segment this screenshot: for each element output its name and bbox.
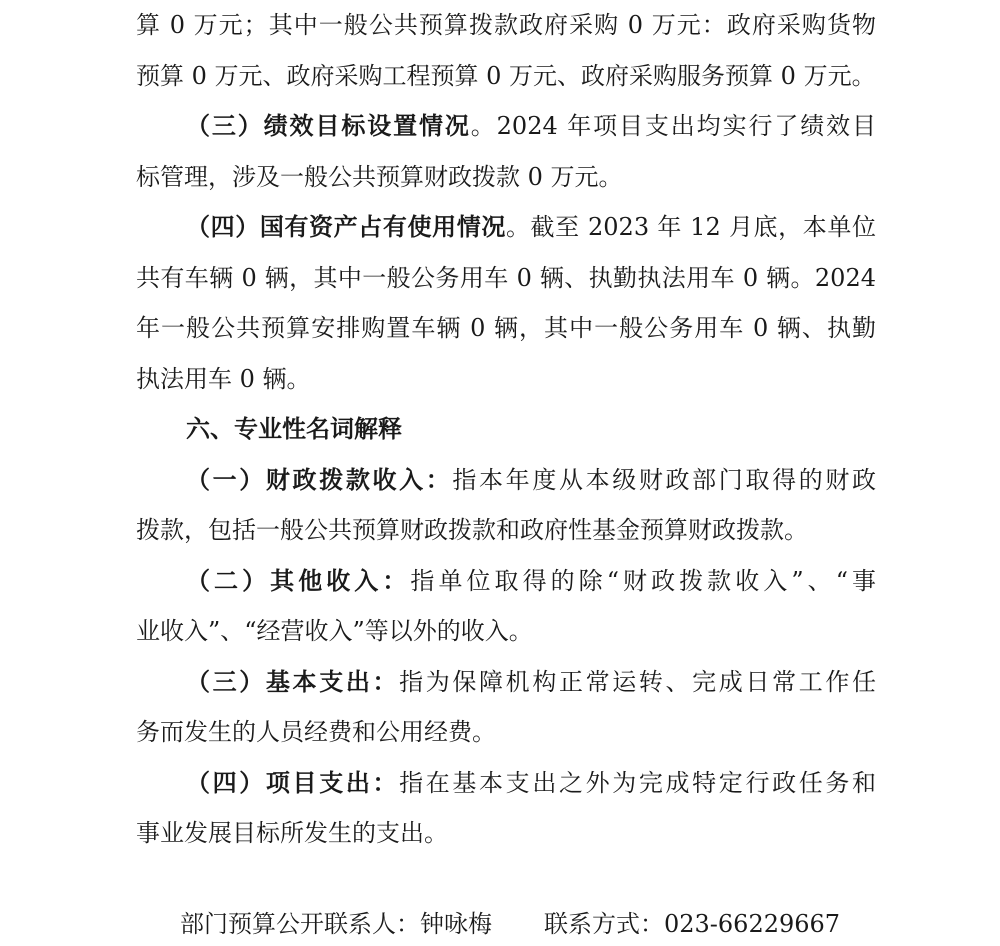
text-line: 务而发生的人员经费和公用经费。 bbox=[136, 718, 496, 746]
paragraph-text: 。2024 年项目支出均实行了绩效目 bbox=[470, 112, 876, 140]
term-project-expenditure bbox=[136, 758, 876, 809]
text-line: 算 0 万元；其中一般公共预算拨款政府采购 0 万元：政府采购货物 bbox=[136, 11, 876, 39]
paragraph-performance-goals bbox=[136, 101, 876, 152]
text-line: 标管理，涉及一般公共预算财政拨款 0 万元。 bbox=[136, 162, 623, 191]
contact-person: 部门预算公开联系人：钟咏梅 bbox=[180, 910, 492, 938]
contact-footer bbox=[136, 902, 876, 946]
contact-method: 联系方式：023-66229667 bbox=[544, 910, 841, 938]
text-line: 预算 0 万元、政府采购工程预算 0 万元、政府采购服务预算 0 万元。 bbox=[136, 61, 876, 90]
section-heading: 六、专业性名词解释 bbox=[186, 414, 402, 443]
text-line: 执法用车 0 辆。 bbox=[136, 364, 311, 393]
text-line: 业收入”、“经营收入”等以外的收入。 bbox=[136, 617, 533, 645]
term-other-income bbox=[136, 556, 876, 607]
term-label: （二）其他收入： bbox=[186, 565, 411, 595]
paragraph-label: （四）国有资产占有使用情况 bbox=[186, 212, 506, 241]
paragraph-text: 。截至 2023 年 12 月底，本单位 bbox=[505, 213, 876, 241]
text-line: 共有车辆 0 辆，其中一般公务用车 0 辆、执勤执法用车 0 辆。2024 bbox=[136, 263, 876, 292]
paragraph-label: （三）绩效目标设置情况 bbox=[186, 111, 471, 140]
text-line: 事业发展目标所发生的支出。 bbox=[136, 819, 448, 847]
term-label: （一）财政拨款收入： bbox=[186, 464, 453, 494]
term-basic-expenditure bbox=[136, 657, 876, 708]
term-label: （三）基本支出： bbox=[186, 666, 400, 696]
term-text: 指单位取得的除“财政拨款收入”、“事 bbox=[410, 566, 877, 595]
term-text: 指本年度从本级财政部门取得的财政 bbox=[452, 465, 877, 494]
document-body bbox=[136, 0, 876, 859]
term-fiscal-appropriation-income bbox=[136, 455, 876, 506]
term-text: 指在基本支出之外为完成特定行政任务和 bbox=[399, 768, 877, 797]
text-line: 拨款，包括一般公共预算财政拨款和政府性基金预算财政拨款。 bbox=[136, 516, 808, 544]
term-label: （四）项目支出： bbox=[186, 767, 400, 797]
text-line: 年一般公共预算安排购置车辆 0 辆，其中一般公务用车 0 辆、执勤 bbox=[136, 314, 876, 342]
term-text: 指为保障机构正常运转、完成日常工作任 bbox=[399, 667, 877, 696]
paragraph-state-assets bbox=[136, 202, 876, 253]
